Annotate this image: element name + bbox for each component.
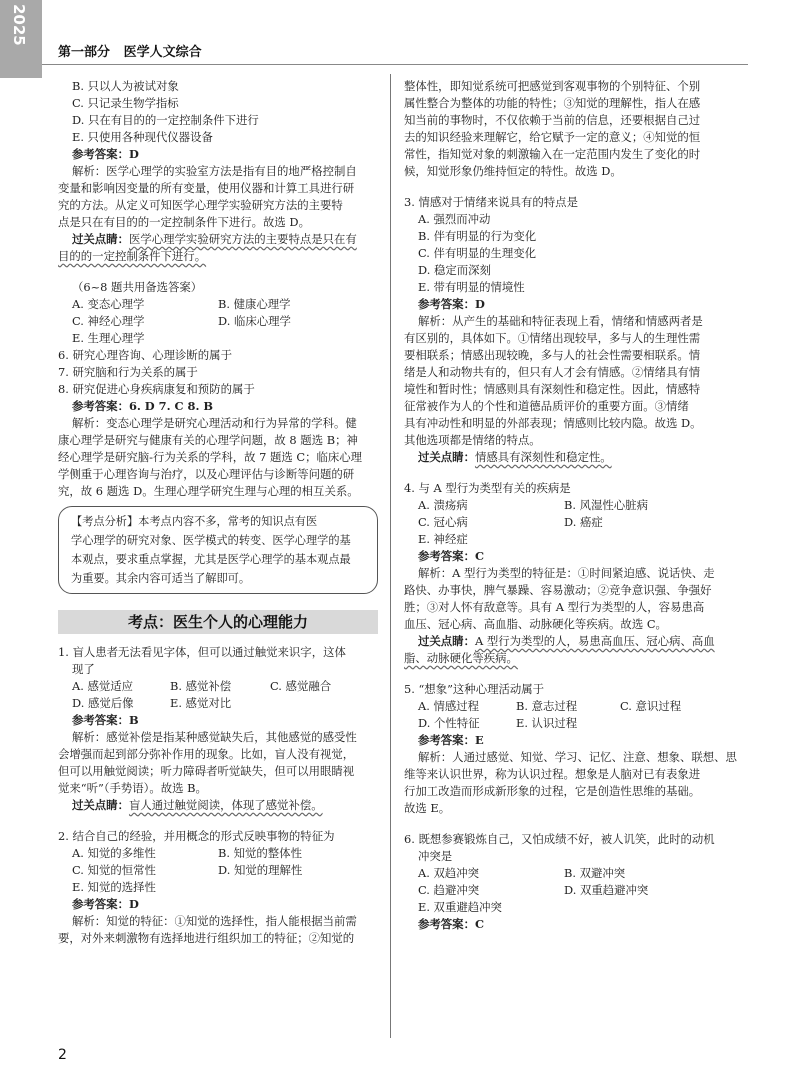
explanation-line: 胜；③对人怀有敌意等。具有 A 型行为类型的人，容易患高 bbox=[404, 600, 705, 614]
question: 4. 与 A 型行为类型有关的疾病是 bbox=[404, 481, 571, 495]
explanation-line: 会增强而起到部分弥补作用的现象。比如，盲人没有视觉， bbox=[58, 747, 355, 761]
option-row bbox=[404, 497, 724, 514]
option: A. 知觉的多维性 bbox=[72, 846, 156, 860]
explanation-line: 究的方法。从定义可知医学心理学实验研究方法的主要特 bbox=[58, 198, 343, 212]
answer: 参考答案：B bbox=[72, 713, 139, 727]
key-point-text: 盲人通过触觉阅读，体现了感觉补偿。 bbox=[128, 798, 323, 812]
question: 7. 研究脑和行为关系的属于 bbox=[58, 365, 198, 379]
key-point-label: 过关点睛： bbox=[418, 634, 475, 648]
option: A. 感觉适应 bbox=[72, 679, 134, 693]
analysis-line: 【考点分析】本考点内容不多，常考的知识点有医 bbox=[71, 515, 318, 528]
analysis-line: 本观点，要求重点掌握，尤其是医学心理学的基本观点最 bbox=[71, 553, 351, 566]
option: E. 知觉的选择性 bbox=[72, 880, 156, 894]
option: D. 稳定而深刻 bbox=[418, 263, 491, 277]
shared-intro: （6~8 题共用备选答案） bbox=[72, 280, 203, 294]
explanation-line: 常性，指知觉对象的刺激输入在一定范围内发生了变化的时 bbox=[404, 147, 701, 161]
key-point-text: 脂、动脉硬化等疾病。 bbox=[404, 651, 518, 665]
explanation-line: 经心理学是研究脑-行为关系的学科，故 7 题选 C；临床心理 bbox=[58, 450, 363, 464]
option: D. 个性特征 bbox=[418, 716, 480, 730]
option: E. 双重避趋冲突 bbox=[418, 900, 502, 914]
option: B. 只以人为被试对象 bbox=[72, 79, 179, 93]
question: 2. 结合自己的经验，并用概念的形式反映事物的特征为 bbox=[58, 829, 335, 843]
key-point-label: 过关点睛： bbox=[418, 450, 475, 464]
explanation-line: 绪是人和动物共有的，但只有人才会有情感。②情绪具有情 bbox=[404, 365, 701, 379]
option: B. 感觉补偿 bbox=[170, 679, 232, 693]
explanation-line: 解析：感觉补偿是指某种感觉缺失后，其他感觉的感受性 bbox=[72, 730, 357, 744]
question: 3. 情感对于情绪来说具有的特点是 bbox=[404, 195, 578, 209]
page-number: 2 bbox=[58, 1047, 67, 1063]
explanation-line: 去的知识经验来理解它，给它赋予一定的意义；④知觉的恒 bbox=[404, 130, 701, 144]
explanation-line: 维等来认识世界，称为认识过程。想象是人脑对已有表象进 bbox=[404, 767, 701, 781]
key-point-text: 医学心理学实验研究方法的主要特点是只在有 bbox=[128, 232, 357, 246]
option-row bbox=[58, 862, 378, 879]
explanation-line: 具有冲动性和明显的外部表现；情感则比较内隐。故选 D。 bbox=[404, 416, 702, 430]
answer: 参考答案：C bbox=[418, 549, 485, 563]
question: 5. “想象”这种心理活动属于 bbox=[404, 682, 545, 696]
header-rule bbox=[42, 64, 748, 65]
question: 6. 研究心理咨询、心理诊断的属于 bbox=[58, 348, 232, 362]
option-row bbox=[58, 845, 378, 862]
key-point bbox=[58, 231, 378, 248]
answer: 参考答案：D bbox=[72, 897, 139, 911]
option-row bbox=[404, 698, 724, 715]
explanation-line: 要相联系；情感出现较晚，多与人的社会性需要相联系。情 bbox=[404, 348, 701, 362]
explanation-line: 要，对外来刺激物有选择地进行组织加工的特征；②知觉的 bbox=[58, 931, 355, 945]
section-tab bbox=[0, 0, 42, 78]
option-row bbox=[404, 865, 724, 882]
option: C. 趋避冲突 bbox=[418, 883, 480, 897]
explanation-line: 有区别的，具体如下。①情绪出现较早，多与人的生理性需 bbox=[404, 331, 701, 345]
analysis-box bbox=[58, 506, 378, 594]
explanation-line: 行加工改造而形成新形象的过程，它是创造性思维的基础。 bbox=[404, 784, 701, 798]
option: A. 情感过程 bbox=[418, 699, 480, 713]
explanation-line: 康心理学是研究与健康有关的心理学问题，故 8 题选 B；神 bbox=[58, 433, 358, 447]
analysis-line: 学心理学的研究对象、医学模式的转变、医学心理学的基 bbox=[71, 534, 351, 547]
explanation-line: 点是只在有目的的一定控制条件下进行。故选 D。 bbox=[58, 215, 310, 229]
option: B. 意志过程 bbox=[516, 699, 578, 713]
key-point-label: 过关点睛： bbox=[72, 798, 129, 812]
answer: 参考答案：D bbox=[72, 147, 139, 161]
question: 1. 盲人患者无法看见字体，但可以通过触觉来识字，这体 bbox=[58, 645, 346, 659]
explanation-line: 但可以用触觉阅读；听力障碍者听觉缺失，但可以用眼睛视 bbox=[58, 764, 355, 778]
option: E. 带有明显的情境性 bbox=[418, 280, 525, 294]
option: C. 意识过程 bbox=[620, 699, 682, 713]
option: C. 只记录生物学指标 bbox=[72, 96, 179, 110]
explanation-line: 征常被作为人的个性和道德品质评价的重要方面。③情绪 bbox=[404, 399, 689, 413]
explanation-line: 解析：知觉的特征：①知觉的选择性，指人能根据当前需 bbox=[72, 914, 357, 928]
key-point-text: 情感具有深刻性和稳定性。 bbox=[474, 450, 612, 464]
explanation-line: 其他选项都是情绪的特点。 bbox=[404, 433, 541, 447]
option: B. 知觉的整体性 bbox=[218, 846, 302, 860]
option: C. 伴有明显的生理变化 bbox=[418, 246, 537, 260]
explanation-line: 究，故 6 题选 D。生理心理学研究生理与心理的相互关系。 bbox=[58, 484, 359, 498]
question: 8. 研究促进心身疾病康复和预防的属于 bbox=[58, 382, 255, 396]
explanation-line: 解析：从产生的基础和特征表现上看，情绪和情感两者是 bbox=[418, 314, 703, 328]
option-row bbox=[404, 715, 724, 732]
explanation-line: 路快、办事快，脾气暴躁、容易激动；②竞争意识强、争强好 bbox=[404, 583, 712, 597]
option-row bbox=[404, 514, 724, 531]
option: D. 只在有目的的一定控制条件下进行 bbox=[72, 113, 259, 127]
option: C. 神经心理学 bbox=[72, 314, 145, 328]
option: D. 知觉的理解性 bbox=[218, 863, 303, 877]
key-point bbox=[404, 449, 724, 466]
option: E. 认识过程 bbox=[516, 716, 578, 730]
analysis-line: 为重要。其余内容可适当了解即可。 bbox=[71, 572, 251, 585]
explanation-line: 觉来“听”（手势语）。故选 B。 bbox=[58, 781, 207, 795]
option: A. 变态心理学 bbox=[72, 297, 145, 311]
question: 6. 既想参赛锻炼自己，又怕成绩不好，被人讥笑，此时的动机 bbox=[404, 832, 715, 846]
key-point bbox=[58, 248, 378, 265]
answer: 参考答案：E bbox=[418, 733, 484, 747]
explanation-line: 解析：变态心理学是研究心理活动和行为异常的学科。健 bbox=[72, 416, 357, 430]
answer: 参考答案：C bbox=[418, 917, 485, 931]
explanation-line: 整体性，即知觉系统可把感觉到客观事物的个别特征、个别 bbox=[404, 79, 701, 93]
key-point bbox=[404, 650, 724, 667]
option-row bbox=[404, 882, 724, 899]
explanation-line: 变量和影响因变量的所有变量，使用仪器和计算工具进行研 bbox=[58, 181, 355, 195]
option: C. 感觉融合 bbox=[270, 679, 332, 693]
question: 现了 bbox=[72, 662, 95, 676]
right-column bbox=[404, 78, 737, 933]
key-point-text: 目的的一定控制条件下进行。 bbox=[58, 249, 207, 263]
option: D. 临床心理学 bbox=[218, 314, 291, 328]
option: B. 伴有明显的行为变化 bbox=[418, 229, 537, 243]
option-row bbox=[58, 313, 378, 330]
section-title: 考点：医生个人的心理能力 bbox=[58, 610, 378, 634]
option: A. 双趋冲突 bbox=[418, 866, 480, 880]
option: E. 神经症 bbox=[418, 532, 468, 546]
option: E. 生理心理学 bbox=[72, 331, 145, 345]
option: D. 双重趋避冲突 bbox=[564, 883, 649, 897]
option-row bbox=[58, 296, 378, 313]
header-title: 医学人文综合 bbox=[123, 45, 202, 60]
column-divider bbox=[390, 74, 391, 1038]
option: E. 感觉对比 bbox=[170, 696, 232, 710]
option: B. 健康心理学 bbox=[218, 297, 291, 311]
left-column bbox=[58, 78, 378, 947]
option: E. 只使用各种现代仪器设备 bbox=[72, 130, 213, 144]
key-point-label: 过关点睛： bbox=[72, 232, 129, 246]
explanation-line: 境性和暂时性；情感则具有深刻性和稳定性。因此，情感特 bbox=[404, 382, 701, 396]
option: A. 强烈而冲动 bbox=[418, 212, 491, 226]
option: D. 癌症 bbox=[564, 515, 603, 529]
explanation-line: 学侧重于心理咨询与治疗，以及心理评估与诊断等问题的研 bbox=[58, 467, 355, 481]
option: A. 溃疡病 bbox=[418, 498, 468, 512]
explanation-line: 血压、冠心病、高血脂、动脉硬化等疾病。故选 C。 bbox=[404, 617, 667, 631]
explanation-line: 知当前的事物时，不仅依赖于当前的信息，还要根据自己过 bbox=[404, 113, 701, 127]
header-part: 第一部分 bbox=[58, 45, 111, 60]
explanation-line: 解析：医学心理学的实验室方法是指有目的地严格控制自 bbox=[72, 164, 357, 178]
option: B. 双避冲突 bbox=[564, 866, 626, 880]
option: D. 感觉后像 bbox=[72, 696, 134, 710]
option-row bbox=[58, 678, 378, 695]
key-point bbox=[58, 797, 378, 814]
running-header bbox=[58, 41, 732, 59]
answer: 参考答案：D bbox=[418, 297, 485, 311]
explanation-line: 候，知觉形象仍维持恒定的特性。故选 D。 bbox=[404, 164, 622, 178]
explanation-line: 故选 E。 bbox=[404, 801, 451, 815]
explanation-line: 解析：A 型行为类型的特征是：①时间紧迫感、说话快、走 bbox=[418, 566, 715, 580]
explanation-line: 解析：人通过感觉、知觉、学习、记忆、注意、想象、联想、思 bbox=[418, 750, 737, 764]
year-label: 2025 bbox=[10, 4, 28, 46]
key-point-text: A 型行为类型的人，易患高血压、冠心病、高血 bbox=[474, 634, 715, 648]
option: B. 风湿性心脏病 bbox=[564, 498, 648, 512]
explanation-line: 属性整合为整体的功能的特性；③知觉的理解性，指人在感 bbox=[404, 96, 701, 110]
option-row bbox=[58, 695, 378, 712]
key-point bbox=[404, 633, 724, 650]
option: C. 知觉的恒常性 bbox=[72, 863, 156, 877]
question: 冲突是 bbox=[418, 849, 453, 863]
option: C. 冠心病 bbox=[418, 515, 468, 529]
answer: 参考答案：6. D 7. C 8. B bbox=[72, 399, 214, 413]
